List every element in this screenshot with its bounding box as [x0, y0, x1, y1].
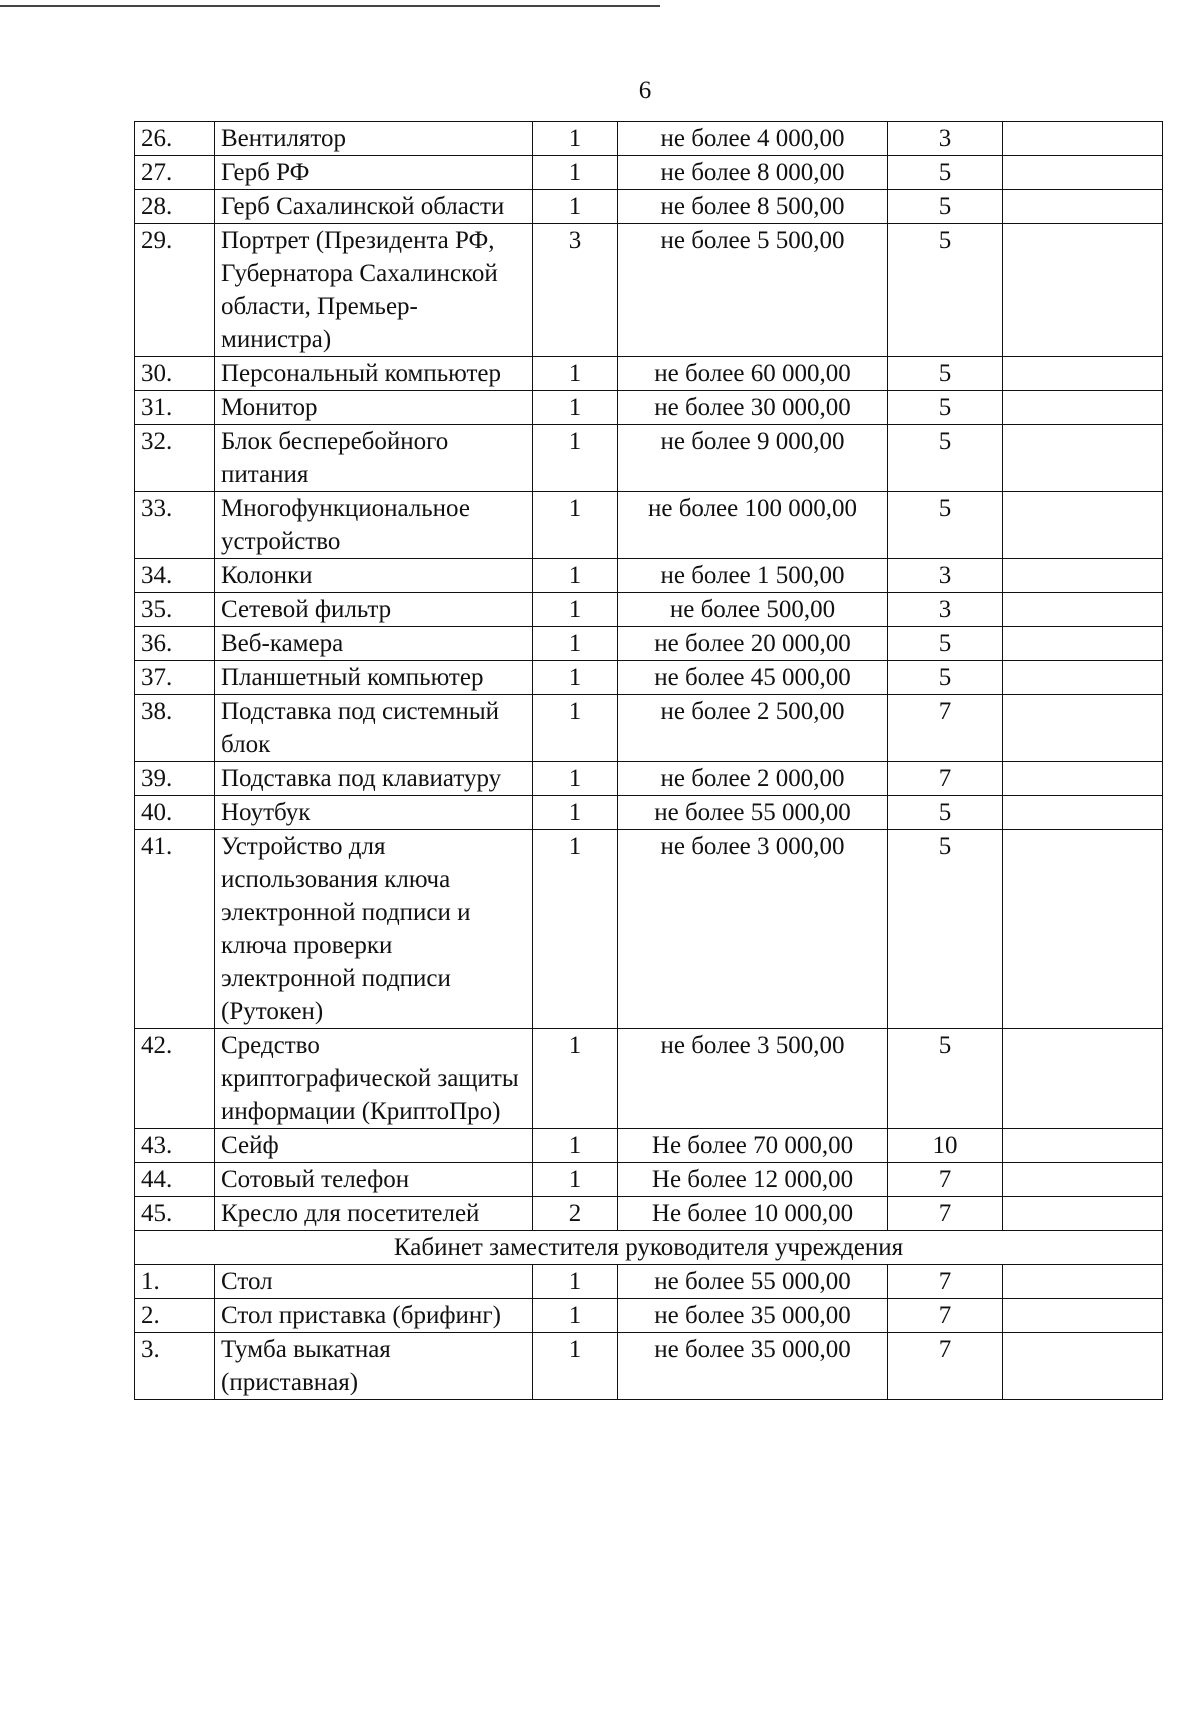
- item-service-life: 7: [888, 695, 1003, 762]
- row-number: 1.: [135, 1265, 215, 1299]
- item-quantity: 1: [533, 391, 618, 425]
- table-row: [135, 1163, 1163, 1197]
- item-name: Сейф: [215, 1129, 533, 1163]
- item-note: [1003, 559, 1163, 593]
- row-number: 27.: [135, 156, 215, 190]
- item-name: Персональный компьютер: [215, 357, 533, 391]
- row-number: 44.: [135, 1163, 215, 1197]
- item-name: Многофункциональное устройство: [215, 492, 533, 559]
- item-name: Герб РФ: [215, 156, 533, 190]
- table-row: [135, 224, 1163, 357]
- item-note: [1003, 1333, 1163, 1400]
- table-row: [135, 425, 1163, 492]
- item-price: не более 8 500,00: [618, 190, 888, 224]
- item-service-life: 5: [888, 357, 1003, 391]
- row-number: 2.: [135, 1299, 215, 1333]
- table-row: [135, 559, 1163, 593]
- item-service-life: 7: [888, 1163, 1003, 1197]
- table-row: [135, 627, 1163, 661]
- item-quantity: 1: [533, 357, 618, 391]
- item-service-life: 5: [888, 224, 1003, 357]
- item-name: Сетевой фильтр: [215, 593, 533, 627]
- item-price: не более 55 000,00: [618, 796, 888, 830]
- item-note: [1003, 391, 1163, 425]
- row-number: 36.: [135, 627, 215, 661]
- item-price: не более 3 500,00: [618, 1029, 888, 1129]
- item-service-life: 3: [888, 593, 1003, 627]
- item-note: [1003, 425, 1163, 492]
- row-number: 35.: [135, 593, 215, 627]
- item-price: не более 20 000,00: [618, 627, 888, 661]
- item-note: [1003, 156, 1163, 190]
- item-price: не более 35 000,00: [618, 1333, 888, 1400]
- item-name: Стол приставка (брифинг): [215, 1299, 533, 1333]
- table-row: [135, 156, 1163, 190]
- item-service-life: 5: [888, 391, 1003, 425]
- item-name: Тумба выкатная (приставная): [215, 1333, 533, 1400]
- item-price: не более 55 000,00: [618, 1265, 888, 1299]
- item-service-life: 5: [888, 661, 1003, 695]
- item-price: не более 60 000,00: [618, 357, 888, 391]
- item-service-life: 7: [888, 1333, 1003, 1400]
- item-name: Веб-камера: [215, 627, 533, 661]
- item-price: не более 5 500,00: [618, 224, 888, 357]
- table-row: [135, 357, 1163, 391]
- table-row: [135, 1029, 1163, 1129]
- table-row: [135, 661, 1163, 695]
- item-name: Вентилятор: [215, 122, 533, 156]
- item-note: [1003, 357, 1163, 391]
- item-service-life: 5: [888, 796, 1003, 830]
- item-note: [1003, 1265, 1163, 1299]
- item-service-life: 5: [888, 830, 1003, 1029]
- item-quantity: 1: [533, 627, 618, 661]
- item-note: [1003, 695, 1163, 762]
- item-quantity: 1: [533, 830, 618, 1029]
- item-service-life: 7: [888, 1197, 1003, 1231]
- item-price: не более 30 000,00: [618, 391, 888, 425]
- item-note: [1003, 122, 1163, 156]
- item-quantity: 3: [533, 224, 618, 357]
- item-note: [1003, 1163, 1163, 1197]
- item-quantity: 1: [533, 425, 618, 492]
- table-row: [135, 492, 1163, 559]
- item-service-life: 5: [888, 190, 1003, 224]
- item-quantity: 1: [533, 1265, 618, 1299]
- row-number: 28.: [135, 190, 215, 224]
- item-note: [1003, 492, 1163, 559]
- page-number: 6: [638, 77, 652, 104]
- item-note: [1003, 1197, 1163, 1231]
- row-number: 45.: [135, 1197, 215, 1231]
- item-price: не более 45 000,00: [618, 661, 888, 695]
- row-number: 38.: [135, 695, 215, 762]
- row-number: 39.: [135, 762, 215, 796]
- table-row: [135, 1197, 1163, 1231]
- item-price: не более 8 000,00: [618, 156, 888, 190]
- item-quantity: 1: [533, 122, 618, 156]
- item-name: Сотовый телефон: [215, 1163, 533, 1197]
- item-quantity: 1: [533, 1163, 618, 1197]
- item-note: [1003, 224, 1163, 357]
- equipment-table: [134, 121, 1163, 1400]
- item-name: Герб Сахалинской области: [215, 190, 533, 224]
- item-name: Подставка под системный блок: [215, 695, 533, 762]
- item-note: [1003, 1129, 1163, 1163]
- table-row: [135, 593, 1163, 627]
- item-quantity: 1: [533, 190, 618, 224]
- item-price: не более 2 500,00: [618, 695, 888, 762]
- item-price: не более 9 000,00: [618, 425, 888, 492]
- item-name: Ноутбук: [215, 796, 533, 830]
- item-quantity: 1: [533, 593, 618, 627]
- item-name: Монитор: [215, 391, 533, 425]
- table-row: [135, 1265, 1163, 1299]
- item-note: [1003, 1299, 1163, 1333]
- item-name: Колонки: [215, 559, 533, 593]
- item-service-life: 5: [888, 627, 1003, 661]
- item-note: [1003, 830, 1163, 1029]
- item-note: [1003, 796, 1163, 830]
- row-number: 33.: [135, 492, 215, 559]
- item-quantity: 1: [533, 1299, 618, 1333]
- item-service-life: 5: [888, 492, 1003, 559]
- row-number: 29.: [135, 224, 215, 357]
- table-row: [135, 1129, 1163, 1163]
- section-title: Кабинет заместителя руководителя учреждения: [135, 1231, 1163, 1265]
- item-name: Устройство для использования ключа электронной подписи и ключа проверки электронной подписи (Рутокен): [215, 830, 533, 1029]
- table-row: [135, 1333, 1163, 1400]
- item-service-life: 7: [888, 1299, 1003, 1333]
- row-number: 43.: [135, 1129, 215, 1163]
- row-number: 26.: [135, 122, 215, 156]
- item-note: [1003, 762, 1163, 796]
- table-row: [135, 391, 1163, 425]
- row-number: 37.: [135, 661, 215, 695]
- item-service-life: 5: [888, 156, 1003, 190]
- item-service-life: 3: [888, 122, 1003, 156]
- item-note: [1003, 190, 1163, 224]
- item-note: [1003, 593, 1163, 627]
- item-quantity: 1: [533, 1333, 618, 1400]
- item-service-life: 10: [888, 1129, 1003, 1163]
- table-row: [135, 796, 1163, 830]
- item-quantity: 1: [533, 1129, 618, 1163]
- table-row: [135, 122, 1163, 156]
- table-row: [135, 1299, 1163, 1333]
- section-header-row: [135, 1231, 1163, 1265]
- item-note: [1003, 1029, 1163, 1129]
- item-quantity: 1: [533, 559, 618, 593]
- row-number: 3.: [135, 1333, 215, 1400]
- item-quantity: 1: [533, 695, 618, 762]
- item-name: Стол: [215, 1265, 533, 1299]
- item-quantity: 1: [533, 156, 618, 190]
- item-quantity: 1: [533, 796, 618, 830]
- item-name: Блок бесперебойного питания: [215, 425, 533, 492]
- item-price: не более 35 000,00: [618, 1299, 888, 1333]
- item-quantity: 1: [533, 492, 618, 559]
- item-name: Кресло для посетителей: [215, 1197, 533, 1231]
- row-number: 31.: [135, 391, 215, 425]
- row-number: 40.: [135, 796, 215, 830]
- scan-edge-line: [0, 5, 1200, 7]
- item-quantity: 1: [533, 1029, 618, 1129]
- item-name: Подставка под клавиатуру: [215, 762, 533, 796]
- item-price: Не более 70 000,00: [618, 1129, 888, 1163]
- item-name: Средство криптографической защиты информации (КриптоПро): [215, 1029, 533, 1129]
- item-service-life: 5: [888, 425, 1003, 492]
- table-row: [135, 830, 1163, 1029]
- item-price: Не более 10 000,00: [618, 1197, 888, 1231]
- item-price: не более 4 000,00: [618, 122, 888, 156]
- item-price: не более 3 000,00: [618, 830, 888, 1029]
- item-quantity: 2: [533, 1197, 618, 1231]
- item-service-life: 7: [888, 1265, 1003, 1299]
- item-service-life: 7: [888, 762, 1003, 796]
- item-price: Не более 12 000,00: [618, 1163, 888, 1197]
- item-note: [1003, 627, 1163, 661]
- table-row: [135, 190, 1163, 224]
- item-name: Планшетный компьютер: [215, 661, 533, 695]
- item-name: Портрет (Президента РФ, Губернатора Сахалинской области, Премьер-министра): [215, 224, 533, 357]
- item-price: не более 1 500,00: [618, 559, 888, 593]
- item-price: не более 100 000,00: [618, 492, 888, 559]
- row-number: 30.: [135, 357, 215, 391]
- item-service-life: 5: [888, 1029, 1003, 1129]
- item-service-life: 3: [888, 559, 1003, 593]
- table-row: [135, 762, 1163, 796]
- row-number: 34.: [135, 559, 215, 593]
- item-quantity: 1: [533, 762, 618, 796]
- row-number: 32.: [135, 425, 215, 492]
- item-price: не более 500,00: [618, 593, 888, 627]
- item-price: не более 2 000,00: [618, 762, 888, 796]
- table-row: [135, 695, 1163, 762]
- row-number: 42.: [135, 1029, 215, 1129]
- item-quantity: 1: [533, 661, 618, 695]
- row-number: 41.: [135, 830, 215, 1029]
- item-note: [1003, 661, 1163, 695]
